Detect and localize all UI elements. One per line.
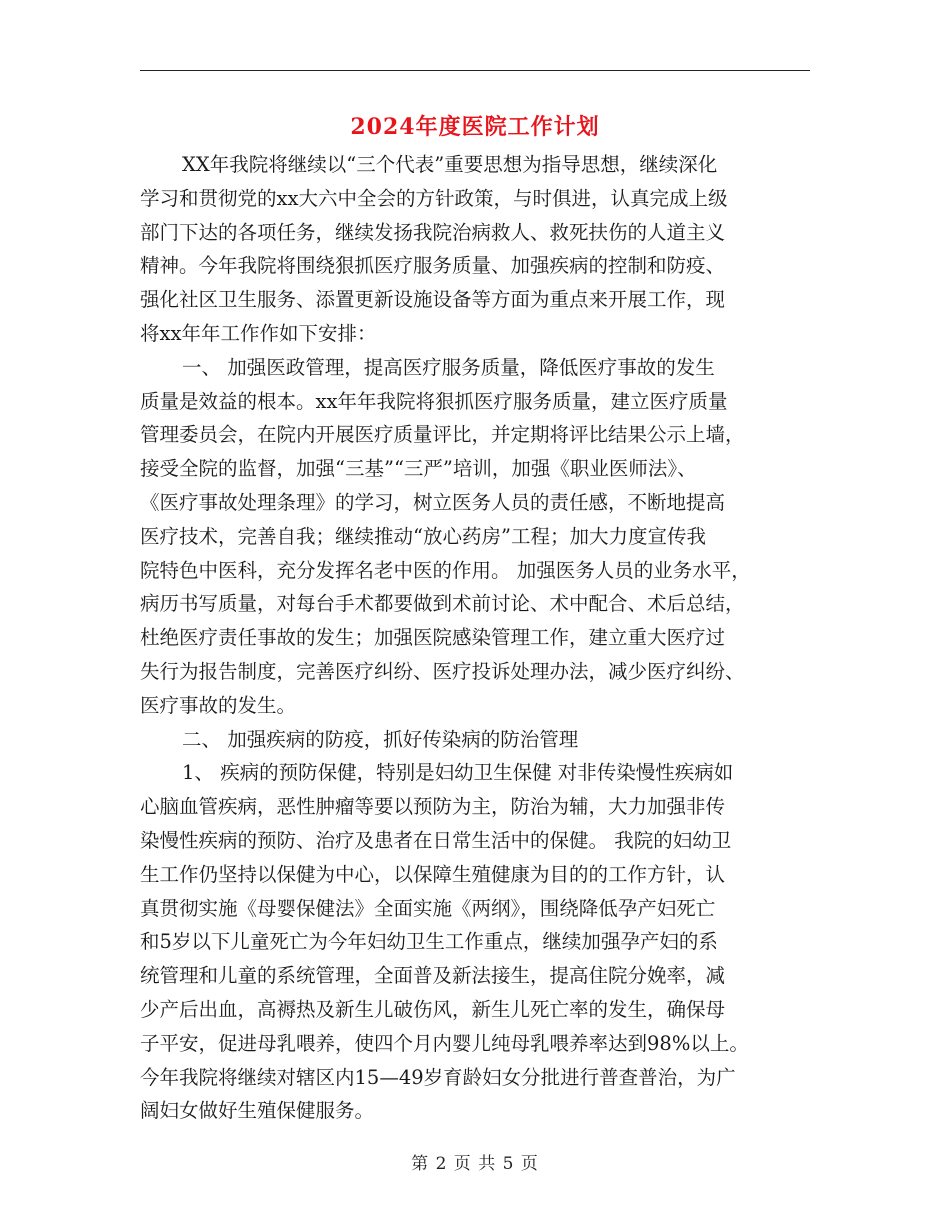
header-rule (140, 70, 810, 71)
text-line: 今年我院将继续对辖区内15—49岁育龄妇女分批进行普查普治，为广 (140, 1065, 736, 1089)
text-line: 阔妇女做好生殖保健服务。 (140, 1099, 375, 1123)
text-line: 质量是效益的根本。xx年年我院将狠抓医疗服务质量，建立医疗质量 (140, 389, 728, 413)
text-line: 染慢性疾病的预防、治疗及患者在日常生活中的保健。 我院的妇幼卫 (140, 828, 732, 852)
text-line: 部门下达的各项任务，继续发扬我院治病救人、救死扶伤的人道主义 (140, 220, 726, 244)
document-body (140, 148, 810, 1128)
text-line: 统管理和儿童的系统管理，全面普及新法接生，提高住院分娩率，减 (140, 964, 726, 988)
text-line: 医疗事故的发生。 (140, 693, 297, 717)
subsection-heading-1: 1、 疾病的预防保健，特别是妇幼卫生保健 对非传染慢性疾病如 (182, 761, 734, 785)
text-line: 心脑血管疾病，恶性肿瘤等要以预防为主，防治为辅，大力加强非传 (140, 795, 726, 819)
text-line: 失行为报告制度，完善医疗纠纷、医疗投诉处理办法，减少医疗纠纷、 (140, 659, 745, 683)
text-line: 学习和贯彻党的xx大六中全会的方针政策，与时俱进，认真完成上级 (140, 186, 728, 210)
text-line: 将xx年年工作作如下安排： (140, 321, 377, 345)
text-line: 病历书写质量，对每台手术都要做到术前讨论、术中配合、术后总结， (140, 592, 745, 616)
text-line: 医疗技术，完善自我；继续推动“放心药房”工程；加大力度宣传我 (140, 524, 706, 548)
text-line: 《医疗事故处理条理》的学习，树立医务人员的责任感，不断地提高 (140, 490, 726, 514)
section-heading-2: 二、 加强疾病的防疫，抓好传染病的防治管理 (182, 727, 579, 751)
text-line: 强化社区卫生服务、添置更新设施设备等方面为重点来开展工作，现 (140, 288, 726, 312)
text-line: 院特色中医科，充分发挥名老中医的作用。 加强医务人员的业务水平， (140, 558, 751, 582)
text-line: 少产后出血，高褥热及新生儿破伤风，新生儿死亡率的发生，确保母 (140, 997, 726, 1021)
text-line: 生工作仍坚持以保健为中心，以保障生殖健康为目的的工作方针，认 (140, 862, 726, 886)
page-number-footer: 第 2 页 共 5 页 (411, 1154, 539, 1174)
text-line: 子平安，促进母乳喂养，使四个月内婴儿纯母乳喂养率达到98%以上。 (140, 1031, 749, 1055)
text-line: 杜绝医疗责任事故的发生；加强医院感染管理工作，建立重大医疗过 (140, 626, 726, 650)
text-line: 接受全院的监督，加强“三基”“三严”培训，加强《职业医师法》、 (140, 457, 697, 481)
text-line: XX年我院将继续以“三个代表”重要思想为指导思想，继续深化 (182, 153, 718, 176)
text-line: 和5岁以下儿童死亡为今年妇幼卫生工作重点，继续加强孕产妇的系 (140, 930, 718, 954)
text-line: 精神。今年我院将围绕狠抓医疗服务质量、加强疾病的控制和防疫、 (140, 254, 726, 278)
text-line: 真贯彻实施《母婴保健法》全面实施《两纲》，围绕降低孕产妇死亡 (140, 896, 716, 920)
section-heading-1: 一、 加强医政管理，提高医疗服务质量，降低医疗事故的发生 (182, 355, 715, 379)
document-title: 2024年度医院工作计划 (350, 114, 600, 140)
text-line: 管理委员会，在院内开展医疗质量评比，并定期将评比结果公示上墙， (140, 423, 745, 447)
